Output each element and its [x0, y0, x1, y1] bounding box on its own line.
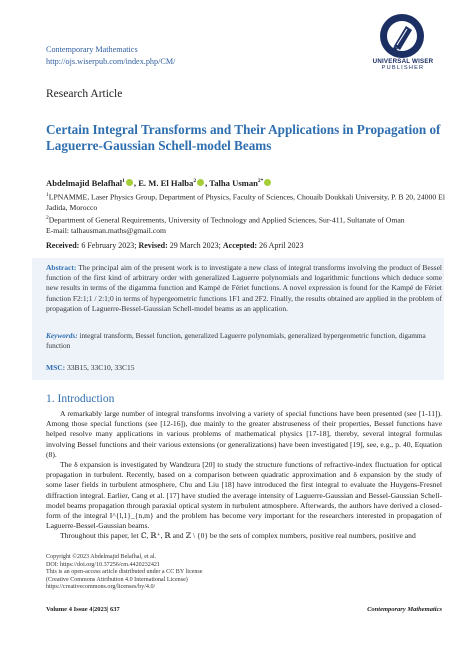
author-sup: 2	[193, 178, 197, 185]
publisher-name: UNIVERSAL WISER	[372, 58, 434, 65]
paragraph: Throughout this paper, let ℂ, ℝ⁺, ℝ and ℤ \ {0} be the sets of complex numbers, positive real numbers, positive and	[60, 531, 416, 541]
msc-codes	[46, 363, 135, 372]
affiliation-sup: 2	[46, 215, 49, 222]
email-line[interactable]: E-mail: talhausman.maths@gmail.com	[46, 226, 167, 236]
msc-label: MSC:	[46, 363, 66, 372]
publication-dates	[46, 241, 304, 250]
msc-text: 33B15, 33C10, 33C15	[67, 363, 135, 372]
license-link[interactable]: https://creativecommons.org/licenses/by/4.0/	[46, 584, 156, 590]
orcid-icon[interactable]	[264, 179, 271, 186]
abstract-text: The principal aim of the present work is to investigate a new class of integral transforms involving the product of Bessel function of the first kind of arbitrary order with generalized Laguerre polynomials and logarithmic functions which deduce some new results in terms of the digamma function and Kampé de Fériet functions. A novel expression is found for the Kampé de Fériet function F2:1;1 / 2:1;0 in terms of hypergeometric functions 1F1 and 2F2. Finally, the results obtained are applied in the problem of propagation of Laguerre-Bessel-Gaussian Schell-model beams as an application.	[46, 263, 442, 313]
revised-label: Revised:	[138, 241, 168, 250]
orcid-icon[interactable]	[126, 179, 133, 186]
abstract	[46, 263, 442, 314]
journal-name: Contemporary Mathematics	[46, 45, 138, 54]
affiliation-item	[46, 213, 446, 226]
license-line: (Creative Commons Attribution 4.0 International License)	[46, 576, 188, 583]
orcid-icon[interactable]	[197, 179, 204, 186]
affiliations	[46, 190, 446, 236]
received-date: 6 February 2023;	[81, 241, 137, 250]
author-sup: 1	[122, 178, 125, 185]
paragraph: A remarkably large number of integral transforms involving a variety of special functions have been presented (see [1-11]). Among those special functions (see [12-16]), due mainly to the greater abstruseness of their properties, Bessel functions have helped resolve many applications in various problems of mathematical physics [17-18], thereby, several integral formulas involving Bessel functions and their various extensions (or generalizations) have been investigated [19], see, e.g., p. 40, Equation (8).	[46, 409, 442, 459]
affiliation-text: Department of General Requirements, University of Technology and Applied Sciences, Sur-411, Sultanate of Oman	[48, 215, 405, 225]
paragraph: The δ expansion is investigated by Wandzura [20] to study the structure functions of refractive-index fluctuation for optical propagation in turbulent. Recently, based on a comparison between quadratic approximation and δ expansion by the study of some laser fields in turbulent atmosphere, Chu and Liu [18] have introduced the first integral to evaluate the Huygens-Fresnel diffraction integral. Earlier, Cang et al. [17] have studied the average intensity of Laguerre-Gaussian and Bessel-Gaussian Schell-model beams propagation through paraxial optical system in turbulent atmosphere. Afterwards, the authors have derived a closed-form of the integral I^{l,1}_{n,m} and the problem has become very important for the researchers interested in propagation of Laguerre-Bessel-Gaussian beams.	[46, 460, 442, 531]
copyright-line: Copyright ©2023 Abdelmajid Belafhal, et al.	[46, 554, 157, 560]
license-line: This is an open-access article distributed under a CC BY license	[46, 569, 203, 575]
keywords-text: integral transform, Bessel function, generalized Laguerre polynomials, generalized hypergeometric function, digamma function	[46, 331, 426, 350]
author-name: E. M. El Halba	[138, 178, 194, 188]
publisher-logo-text	[358, 58, 448, 71]
author-name: Abdelmajid Belafhal	[46, 178, 123, 188]
received-label: Received:	[46, 241, 80, 250]
article-type: Research Article	[46, 88, 123, 100]
journal-header	[46, 44, 175, 68]
accepted-date: 26 April 2023	[259, 241, 304, 250]
copyright-footnote	[46, 554, 202, 592]
author-name: Talha Usman	[209, 178, 258, 188]
publisher-subtitle: PUBLISHER	[381, 65, 425, 71]
keywords-label: Keywords:	[46, 331, 78, 340]
author-sup: 2*	[257, 178, 264, 185]
revised-date: 29 March 2023;	[169, 241, 221, 250]
journal-url-link[interactable]: http://ojs.wiserpub.com/index.php/CM/	[46, 57, 176, 66]
affiliation-text: LPNAMME, Laser Physics Group, Department of Physics, Faculty of Sciences, Chouaïb Doukkali University, P. B 20, 24000 El Jadida, Morocco	[46, 192, 445, 212]
abstract-label: Abstract:	[46, 263, 77, 272]
accepted-label: Accepted:	[222, 241, 258, 250]
keywords	[46, 331, 442, 351]
section-heading: 1. Introduction	[46, 393, 115, 405]
paper-title: Certain Integral Transforms and Their Applications in Propagation of Laguerre-Gaussian Schell-model Beams	[46, 122, 441, 153]
footer-journal: Contemporary Mathematics	[367, 606, 442, 613]
affiliation-sup: 1	[46, 192, 49, 198]
introduction-body	[46, 409, 442, 542]
doi-link[interactable]: DOI: https://doi.org/10.37256/cm.4420232421	[46, 561, 160, 568]
affiliation-item	[46, 190, 446, 213]
footer-volume: Volume 4 Issue 4|2023| 637	[46, 606, 120, 613]
author-list: Abdelmajid Belafhal$^1$ , E. M. El Halba$^2$ , Talha Usman$^{2*}$	[46, 178, 272, 188]
